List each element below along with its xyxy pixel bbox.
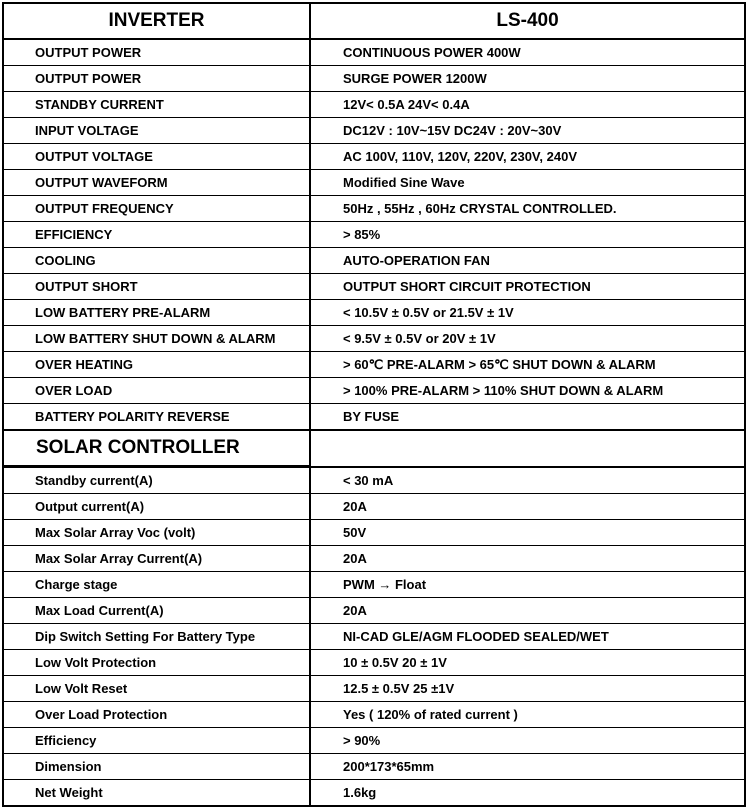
spec-label: STANDBY CURRENT [3,92,310,118]
spec-label: OVER HEATING [3,352,310,378]
spec-value: PWM → Float [310,572,745,598]
spec-value: > 60℃ PRE-ALARM > 65℃ SHUT DOWN & ALARM [310,352,745,378]
spec-value: < 9.5V ± 0.5V or 20V ± 1V [310,326,745,352]
spec-label: BATTERY POLARITY REVERSE [3,404,310,431]
spec-value: 20A [310,598,745,624]
solar-spec-row [3,572,745,598]
spec-value: < 30 mA [310,467,745,494]
solar-spec-row [3,702,745,728]
solar-spec-row [3,650,745,676]
spec-label: OUTPUT VOLTAGE [3,144,310,170]
spec-value: SURGE POWER 1200W [310,66,745,92]
solar-spec-row [3,467,745,494]
inverter-spec-row [3,326,745,352]
spec-label: Output current(A) [3,494,310,520]
inverter-spec-row [3,144,745,170]
inverter-spec-row [3,222,745,248]
inverter-spec-row [3,118,745,144]
spec-value: 50Hz , 55Hz , 60Hz CRYSTAL CONTROLLED. [310,196,745,222]
spec-label: Over Load Protection [3,702,310,728]
spec-value: 20A [310,546,745,572]
spec-value: 20A [310,494,745,520]
solar-spec-row [3,780,745,807]
spec-label: Dimension [3,754,310,780]
inverter-spec-row [3,352,745,378]
spec-value: 200*173*65mm [310,754,745,780]
spec-value: 12.5 ± 0.5V 25 ±1V [310,676,745,702]
spec-label: LOW BATTERY SHUT DOWN & ALARM [3,326,310,352]
spec-label: Low Volt Reset [3,676,310,702]
spec-label: Standby current(A) [3,467,310,494]
spec-value: > 85% [310,222,745,248]
spec-label: COOLING [3,248,310,274]
inverter-spec-row [3,378,745,404]
solar-spec-row [3,754,745,780]
solar-spec-row [3,546,745,572]
spec-value: NI-CAD GLE/AGM FLOODED SEALED/WET [310,624,745,650]
spec-value: 50V [310,520,745,546]
spec-value: Modified Sine Wave [310,170,745,196]
spec-label: Max Load Current(A) [3,598,310,624]
spec-label: Efficiency [3,728,310,754]
spec-label: OUTPUT FREQUENCY [3,196,310,222]
solar-spec-row [3,676,745,702]
spec-value: 10 ± 0.5V 20 ± 1V [310,650,745,676]
spec-label: LOW BATTERY PRE-ALARM [3,300,310,326]
inverter-spec-row [3,274,745,300]
spec-value: AUTO-OPERATION FAN [310,248,745,274]
solar-controller-heading: SOLAR CONTROLLER [3,430,310,467]
spec-label: Max Solar Array Current(A) [3,546,310,572]
spec-value: 12V< 0.5A 24V< 0.4A [310,92,745,118]
solar-spec-row [3,624,745,650]
spec-label: OUTPUT POWER [3,39,310,66]
spec-value: DC12V : 10V~15V DC24V : 20V~30V [310,118,745,144]
spec-label: INPUT VOLTAGE [3,118,310,144]
inverter-spec-row [3,300,745,326]
spec-table [2,2,746,807]
spec-value: BY FUSE [310,404,745,431]
inverter-spec-row [3,404,745,431]
solar-controller-header-row [3,430,745,467]
inverter-spec-row [3,170,745,196]
spec-value: OUTPUT SHORT CIRCUIT PROTECTION [310,274,745,300]
spec-label: Charge stage [3,572,310,598]
inverter-spec-row [3,66,745,92]
spec-value: 1.6kg [310,780,745,807]
spec-value: AC 100V, 110V, 120V, 220V, 230V, 240V [310,144,745,170]
solar-controller-heading-value [310,430,745,467]
spec-value: > 100% PRE-ALARM > 110% SHUT DOWN & ALARM [310,378,745,404]
spec-label: EFFICIENCY [3,222,310,248]
inverter-spec-row [3,92,745,118]
spec-value: CONTINUOUS POWER 400W [310,39,745,66]
spec-label: OUTPUT SHORT [3,274,310,300]
spec-label: OUTPUT WAVEFORM [3,170,310,196]
solar-spec-row [3,598,745,624]
spec-value: < 10.5V ± 0.5V or 21.5V ± 1V [310,300,745,326]
spec-label: OUTPUT POWER [3,66,310,92]
solar-spec-row [3,494,745,520]
spec-value: Yes ( 120% of rated current ) [310,702,745,728]
inverter-spec-row [3,39,745,66]
inverter-spec-row [3,196,745,222]
spec-value: > 90% [310,728,745,754]
solar-spec-row [3,520,745,546]
spec-label: Dip Switch Setting For Battery Type [3,624,310,650]
spec-label: OVER LOAD [3,378,310,404]
header-inverter: INVERTER [3,3,310,39]
spec-label: Net Weight [3,780,310,807]
table-header-row [3,3,745,39]
spec-label: Max Solar Array Voc (volt) [3,520,310,546]
inverter-spec-row [3,248,745,274]
spec-label: Low Volt Protection [3,650,310,676]
header-model: LS-400 [310,3,745,39]
solar-spec-row [3,728,745,754]
